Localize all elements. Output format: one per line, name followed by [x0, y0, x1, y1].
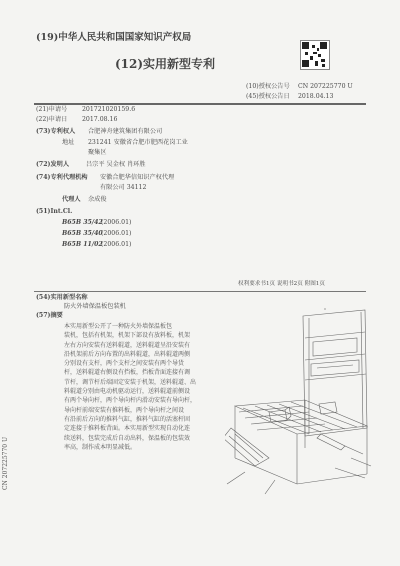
address-label: 地址 [62, 139, 75, 146]
pub-no-label: (10)授权公告号 [246, 83, 290, 90]
agent: 余成俊 [88, 196, 107, 203]
document-type: (12)实用新型专利 [115, 57, 216, 71]
abstract-line: 率高，制作成本明显减低。 [64, 443, 137, 451]
agency-line-1: 安徽合肥华信知识产权代理 [100, 174, 175, 181]
agency-label: (74)专利代理机构 [36, 174, 88, 181]
abstract-line: 节杆，调节杆后端固定安装于机架，送料辊道、出 [64, 378, 197, 386]
ipc-code: B65B 35/42 [62, 219, 103, 226]
ipc-version: (2006.01) [101, 219, 132, 226]
abstract-line: 杆，送料辊道右侧设有挡板，挡板背面连接有调 [64, 369, 191, 377]
abstract-line: 定连接于推料板背面。本实用新型实现自动化连 [64, 425, 191, 433]
agent-label: 代理人 [62, 196, 81, 203]
app-date-label: (22)申请日 [36, 116, 68, 123]
inventor-label: (72)发明人 [36, 161, 70, 168]
ipc-version: (2006.01) [101, 230, 132, 237]
pub-date: 2018.04.13 [298, 93, 334, 100]
side-pub-no: CN 207225770 U [2, 436, 9, 490]
abstract-line: 分别设有支杆，两个支杆之间安装有两个导货 [64, 360, 185, 368]
abstract-line: 装机，包括有机架，机架下部设有放料板，机架 [64, 332, 191, 340]
abstract-label: (57)摘要 [36, 312, 63, 319]
int-cl-label: (51)Int.Cl. [36, 208, 73, 215]
inventors: 吕宗平 吴金权 肖环胜 [86, 161, 146, 168]
address-line-2: 聚集区 [88, 149, 107, 156]
utility-name: 防火外墙保温板包装机 [64, 303, 126, 310]
abstract-line: 本实用新型公开了一种防火外墙保温板包 [64, 323, 173, 330]
ipc-code: B65B 35/40 [62, 230, 103, 237]
pub-no: CN 207225770 U [298, 83, 353, 90]
abstract-figure [225, 308, 375, 498]
abstract-line: 续送料，包装完成后自动出料，保温板的包装效 [64, 434, 191, 442]
ipc-version: (2006.01) [101, 241, 132, 248]
app-date: 2017.08.16 [82, 116, 118, 123]
agency-line-2: 有限公司 34112 [100, 184, 147, 191]
app-no: 201721020159.6 [82, 106, 136, 113]
utility-name-label: (54)实用新型名称 [36, 294, 88, 301]
abstract-line: 左右方向安装有送料辊道，送料辊道呈沿安装有 [64, 341, 191, 349]
abstract-line: 导向杆前端安装有推料板，两个导向杆之间设 [64, 406, 185, 414]
abstract-line: 有沿前后方向的推料气缸，推料气缸的活塞杆固 [64, 415, 191, 423]
address-line-1: 231241 安徽省合肥市肥西花岗工业 [88, 139, 188, 146]
office-name: (19)中华人民共和国国家知识产权局 [36, 32, 192, 43]
header-rule [34, 103, 366, 105]
section-rule [34, 291, 366, 292]
owner-label: (73)专利权人 [36, 128, 76, 135]
abstract-line: 沿机架前后方向布置的出料辊道，出料辊道两侧 [64, 350, 191, 358]
qr-code-icon [300, 40, 330, 70]
ipc-code: B65B 11/02 [62, 241, 103, 248]
page-counts: 权利要求书1页 说明书2页 附图1页 [238, 281, 325, 287]
owner: 合肥神舟建筑集团有限公司 [88, 128, 163, 135]
app-no-label: (21)申请号 [36, 106, 68, 113]
abstract-line: 料辊道分别由电动机驱动运行，送料辊道前侧设 [64, 388, 191, 396]
abstract-line: 有两个导向杆，两个导向杆内滑动安装有导向杆， [64, 397, 197, 405]
abstract-text [64, 322, 214, 452]
pub-date-label: (45)授权公告日 [246, 93, 290, 100]
